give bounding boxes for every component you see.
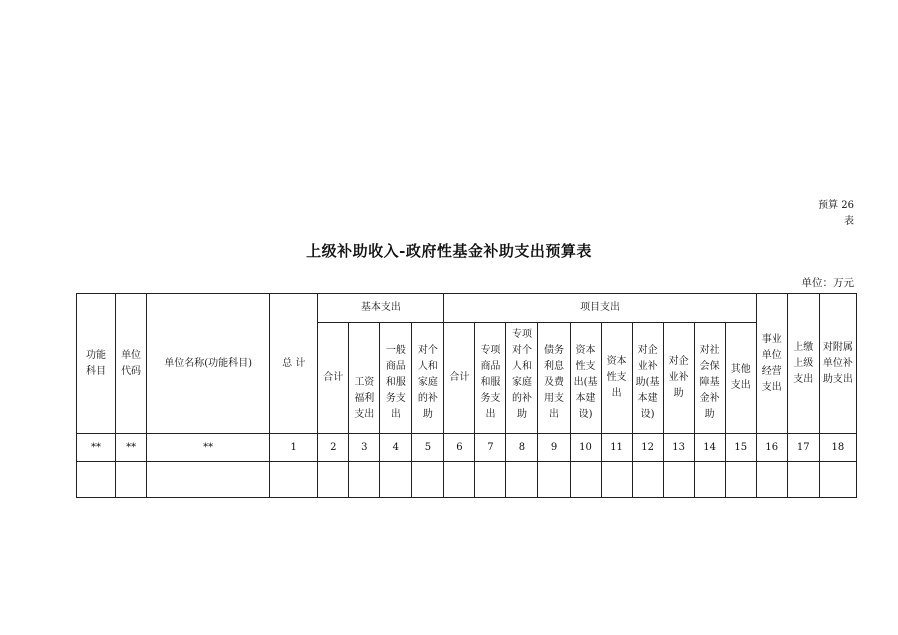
empty-cell [663, 462, 694, 498]
col-basic-individuals: 对个人和家庭的补助 [412, 323, 444, 434]
empty-cell [756, 462, 787, 498]
empty-cell [444, 462, 475, 498]
index-cell: ** [77, 434, 116, 462]
empty-cell [412, 462, 444, 498]
index-cell: 11 [601, 434, 632, 462]
empty-cell [380, 462, 412, 498]
empty-data-row [77, 462, 857, 498]
col-remit-superior: 上缴上级支出 [787, 294, 819, 434]
index-cell: 17 [787, 434, 819, 462]
index-cell: 1 [270, 434, 318, 462]
index-cell: 7 [475, 434, 506, 462]
index-cell: 18 [819, 434, 856, 462]
col-project-subtotal: 合计 [444, 323, 475, 434]
col-basic-goods-services: 一般商品和服务支出 [380, 323, 412, 434]
index-cell: 16 [756, 434, 787, 462]
col-project-other: 其他支出 [725, 323, 756, 434]
budget-table [76, 293, 857, 498]
col-project-capital-construction: 资本性支出(基本建设) [570, 323, 601, 434]
index-cell: 15 [725, 434, 756, 462]
col-project-special-goods: 专项商品和服务支出 [475, 323, 506, 434]
empty-cell [318, 462, 349, 498]
index-cell: 6 [444, 434, 475, 462]
empty-cell [819, 462, 856, 498]
empty-cell [538, 462, 570, 498]
form-number-line2: 表 [844, 216, 854, 227]
empty-cell [787, 462, 819, 498]
index-cell: 2 [318, 434, 349, 462]
col-function-subject: 功能科目 [77, 294, 116, 434]
empty-cell [475, 462, 506, 498]
col-project-special-individuals: 专项对个人和家庭的补助 [506, 323, 538, 434]
index-cell: 8 [506, 434, 538, 462]
index-cell: 13 [663, 434, 694, 462]
col-subordinate-subsidy: 对附属单位补助支出 [819, 294, 856, 434]
index-cell: 3 [349, 434, 380, 462]
empty-cell [725, 462, 756, 498]
empty-cell [506, 462, 538, 498]
empty-cell [570, 462, 601, 498]
index-cell: 12 [632, 434, 663, 462]
index-cell: 5 [412, 434, 444, 462]
index-cell: 14 [694, 434, 725, 462]
empty-cell [349, 462, 380, 498]
unit-label: 单位：万元 [801, 277, 854, 289]
index-cell: ** [147, 434, 270, 462]
empty-cell [694, 462, 725, 498]
col-basic-wages: 工资福利支出 [349, 323, 380, 434]
form-number [818, 198, 854, 230]
index-cell: 4 [380, 434, 412, 462]
col-unit-name: 单位名称(功能科目) [147, 294, 270, 434]
empty-cell [601, 462, 632, 498]
index-cell: 10 [570, 434, 601, 462]
empty-cell [77, 462, 116, 498]
empty-cell [116, 462, 147, 498]
col-project-debt-interest: 债务利息及费用支出 [538, 323, 570, 434]
index-cell: 9 [538, 434, 570, 462]
empty-cell [147, 462, 270, 498]
group-basic: 基本支出 [318, 294, 444, 323]
col-project-social-security: 对社会保障基金补助 [694, 323, 725, 434]
empty-cell [632, 462, 663, 498]
empty-cell [270, 462, 318, 498]
col-unit-code: 单位代码 [116, 294, 147, 434]
page-title: 上级补助收入-政府性基金补助支出预算表 [306, 242, 592, 260]
col-project-capital: 资本性支出 [601, 323, 632, 434]
header-row-1 [77, 294, 857, 323]
col-business-operation: 事业单位经营支出 [756, 294, 787, 434]
col-project-enterprise-construction: 对企业补助(基本建设) [632, 323, 663, 434]
col-basic-subtotal: 合计 [318, 323, 349, 434]
form-number-line1: 预算 26 [818, 200, 854, 211]
col-total: 总 计 [270, 294, 318, 434]
index-cell: ** [116, 434, 147, 462]
group-project: 项目支出 [444, 294, 756, 323]
index-row [77, 434, 857, 462]
col-project-enterprise-subsidy: 对企业补助 [663, 323, 694, 434]
